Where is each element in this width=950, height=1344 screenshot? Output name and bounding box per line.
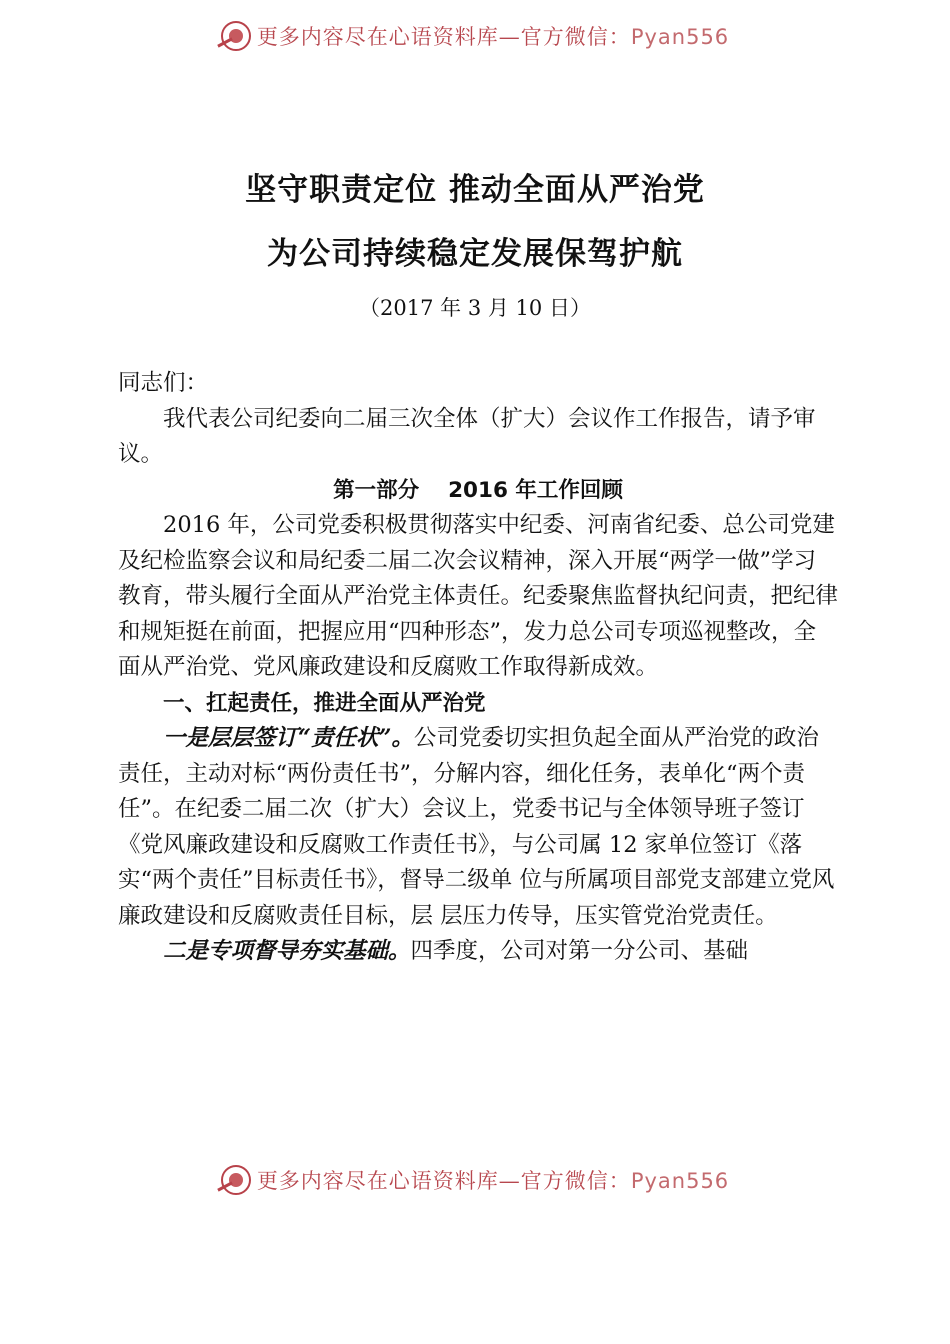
footer-wechat-id: Pyan556 xyxy=(630,1169,730,1193)
review-paragraph: 2016 年，公司党委积极贯彻落实中纪委、河南省纪委、总公司党建及纪检监察会议和局纪委二届二次会议精神，深入开展“两学一做”学习教育，带头履行全面从严治党主体责任。纪委聚焦监督执纪问责，把纪律和规矩挺在前面，把握应用“四种形态”，发力总公司专项巡视整改，全面从严治党、党风廉政建设和反腐败工作取得新成效。 xyxy=(118,512,839,680)
intro-paragraph: 我代表公司纪委向二届三次全体（扩大）会议作工作报告，请予审议。 xyxy=(118,405,816,467)
item1-body: 公司党委切实担负起全面从严治党的政治责任，主动对标“两份责任书”，分解内容，细化任务，表单化“两个责任”。在纪委二届二次（扩大）会议上，党委书记与全体领导班子签订《党风廉政建设和反腐败工作责任书》，与公司属 12 家单位签订《落实“两个责任”目标责任书》，督导二级单 位与所属项目部党支部建立党风廉政建设和反腐败责任目标，层 层压力传导，压实管党治党责任。 xyxy=(118,725,835,929)
document-date: （2017 年 3 月 10 日） xyxy=(359,296,591,320)
footer-banner-label: 更多内容尽在心语资料库—官方微信：Pyan556 xyxy=(256,1169,730,1193)
logo-icon xyxy=(221,1165,251,1195)
header-banner-label: 更多内容尽在心语资料库—官方微信：Pyan556 xyxy=(256,25,730,49)
item1-lead: 一是层层签订“责任状”。 xyxy=(163,725,414,751)
document-title-line1: 坚守职责定位 推动全面从严治党 xyxy=(245,172,705,208)
item2-body: 四季度，公司对第一分公司、基础 xyxy=(410,938,749,964)
logo-icon xyxy=(221,21,251,51)
salutation: 同志们： xyxy=(118,370,209,396)
part-heading: 第一部分 2016 年工作回顾 xyxy=(333,477,623,503)
footer-banner xyxy=(0,1160,950,1200)
document-title-line2: 为公司持续稳定发展保驾护航 xyxy=(267,236,683,272)
header-wechat-id: Pyan556 xyxy=(630,25,730,49)
item2-lead: 二是专项督导夯实基础。 xyxy=(163,938,411,964)
item2-paragraph xyxy=(118,934,838,970)
header-banner xyxy=(0,16,950,56)
item1-paragraph xyxy=(118,721,838,934)
section1-heading: 一、扛起责任，推进全面从严治党 xyxy=(163,690,486,716)
document-body xyxy=(118,366,838,970)
